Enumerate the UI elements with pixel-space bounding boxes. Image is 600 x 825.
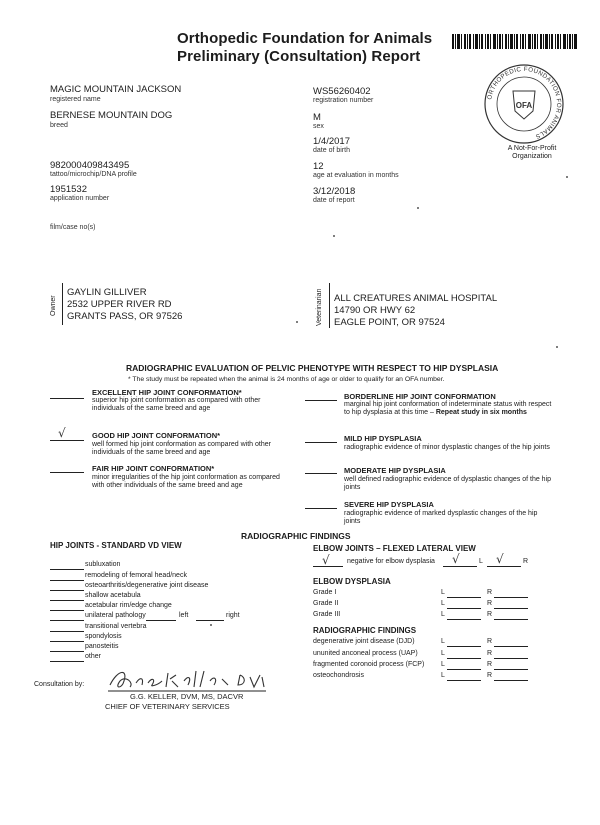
registered-name-label: registered name [50,96,101,103]
rf-heading: RADIOGRAPHIC FINDINGS [313,626,417,635]
hip-finding-label: panosteitis [85,643,119,650]
hip-finding-label: unilateral pathology [85,612,146,619]
rf-finding-left-label: L [441,638,445,645]
elbow-left-label: L [479,558,483,565]
application-label: application number [50,195,110,202]
elbow-grade-label: Grade III [313,611,341,618]
hip-finding-label: remodeling of femoral head/neck [85,572,187,579]
hip-finding-label: osteoarthritis/degenerative joint disease [85,582,209,589]
hip-finding-blank [50,600,84,601]
rf-finding-right-blank [494,658,528,659]
svg-text:ORTHOPEDIC FOUNDATION FOR ANIM: ORTHOPEDIC FOUNDATION FOR ANIMALS [486,65,563,140]
hip-finding-label: other [85,653,101,660]
application-value: 1951532 [50,184,87,195]
owner-city: GRANTS PASS, OR 97526 [67,311,183,322]
title-line-2: Preliminary (Consultation) Report [177,48,421,65]
unilateral-right-label: right [226,612,240,619]
microchip-value: 982000409843495 [50,160,130,171]
svg-text:OFA: OFA [515,101,533,110]
breed-value: BERNESE MOUNTAIN DOG [50,110,173,121]
elbow-right-check-icon: √ [496,552,504,566]
rf-finding-left-blank [447,646,481,647]
elbow-grade-left-label: L [441,611,445,618]
severe-title: SEVERE HIP DYSPLASIA [344,500,434,509]
eval-note: * The study must be repeated when the animal is 24 months of age or older to qualify for an OFA number. [128,376,445,383]
elbow-grade-right-blank [494,608,528,609]
severe-desc: radiographic evidence of marked dysplastic changes of the hip joints [344,510,538,525]
breed-label: breed [50,122,68,129]
title-line-1: Orthopedic Foundation for Animals [177,30,433,47]
vet-name: ALL CREATURES ANIMAL HOSPITAL [334,293,498,304]
elbow-right-label: R [523,558,529,565]
rf-finding-left-label: L [441,661,445,668]
report-date-label: date of report [313,197,355,204]
owner-address: 2532 UPPER RIVER RD [67,299,172,310]
seal-caption-1: A Not-For-Profit [507,145,557,152]
elbow-grade-right-label: R [487,600,493,607]
registration-label: registration number [313,97,374,104]
elbow-grade-left-blank [447,608,481,609]
borderline-title: BORDERLINE HIP JOINT CONFORMATION [344,392,496,401]
hip-finding-label: transitional vertebra [85,623,147,630]
rf-finding-right-blank [494,669,528,670]
rf-finding-right-blank [494,646,528,647]
vet-side-label: Veterinarian [316,288,323,326]
rf-finding-left-blank [447,680,481,681]
rf-finding-right-label: R [487,638,493,645]
moderate-title: MODERATE HIP DYSPLASIA [344,466,446,475]
elbow-grade-right-blank [494,619,528,620]
elbow-grade-right-label: R [487,611,493,618]
rf-finding-label: degenerative joint disease (DJD) [313,638,415,645]
borderline-desc: marginal hip joint conformation of indeterminate status with respect to hip dysplasia at this time – Repeat study in six months [344,401,552,416]
report-date-value: 3/12/2018 [313,186,356,197]
good-check-icon: √ [58,426,66,440]
rf-finding-left-label: L [441,650,445,657]
hip-finding-blank [50,641,84,642]
age-label: age at evaluation in months [313,172,399,179]
elbow-grade-left-blank [447,597,481,598]
elbow-grade-left-label: L [441,600,445,607]
rf-finding-label: osteochondrosis [313,672,364,679]
elbow-grade-left-label: L [441,589,445,596]
findings-heading: RADIOGRAPHIC FINDINGS [241,531,351,541]
handwritten-signature [100,663,270,695]
vet-address: 14790 OR HWY 62 [334,305,416,316]
barcode [452,34,578,49]
mild-title: MILD HIP DYSPLASIA [344,434,422,443]
elbow-left-check-icon: √ [452,552,460,566]
dob-value: 1/4/2017 [313,136,350,147]
rf-finding-left-blank [447,669,481,670]
elbow-heading: ELBOW JOINTS – FLEXED LATERAL VIEW [313,544,476,553]
signer-title: CHIEF OF VETERINARY SERVICES [105,702,230,711]
rf-finding-right-label: R [487,661,493,668]
hip-finding-blank [50,661,84,662]
excellent-desc: superior hip joint conformation as compared with other individuals of the same breed and age [92,397,261,412]
film-label: film/case no(s) [50,224,96,231]
mild-desc: radiographic evidence of minor dysplastic changes of the hip joints [344,444,550,451]
seal-caption-2: Organization [512,153,552,160]
rf-finding-label: fragmented coronoid process (FCP) [313,661,425,668]
elbow-negative-check-icon: √ [322,553,330,567]
age-value: 12 [313,161,324,172]
good-title: GOOD HIP JOINT CONFORMATION* [92,431,221,440]
moderate-desc: well defined radiographic evidence of dysplastic changes of the hip joints [344,476,552,491]
hip-heading: HIP JOINTS - STANDARD VD VIEW [50,541,182,550]
hip-finding-blank [50,631,84,632]
owner-name: GAYLIN GILLIVER [67,287,147,298]
dob-label: date of birth [313,147,350,154]
elbow-grade-right-label: R [487,589,493,596]
rf-finding-left-label: L [441,672,445,679]
rf-finding-right-label: R [487,650,493,657]
rf-finding-right-blank [494,680,528,681]
elbow-negative-label: negative for elbow dysplasia [347,558,435,565]
hip-finding-blank [50,651,84,652]
unilateral-left-label: left [179,612,189,619]
hip-finding-blank [50,590,84,591]
registered-name-value: MAGIC MOUNTAIN JACKSON [50,84,182,95]
elbow-grade-label: Grade II [313,600,339,607]
microchip-label: tattoo/microchip/DNA profile [50,171,137,178]
owner-side-label: Owner [50,295,57,316]
good-desc: well formed hip joint conformation as compared with other individuals of the same breed and age [92,441,271,456]
hip-finding-label: subluxation [85,561,121,568]
elbow-grade-label: Grade I [313,589,337,596]
sex-value: M [313,112,321,123]
ofa-seal-icon [483,63,565,145]
fair-desc: minor irregularities of the hip joint conformation as compared with other individuals of the same breed and age [92,474,280,489]
sex-label: sex [313,123,324,130]
elbow-grade-left-blank [447,619,481,620]
hip-finding-blank [50,580,84,581]
rf-finding-left-blank [447,658,481,659]
registration-value: WS56260402 [313,86,371,97]
hip-finding-blank [50,610,84,611]
eval-heading: RADIOGRAPHIC EVALUATION OF PELVIC PHENOTYPE WITH RESPECT TO HIP DYSPLASIA [126,363,499,373]
hip-finding-blank [50,569,84,570]
hip-finding-label: shallow acetabula [85,592,141,599]
elbow-dysplasia-heading: ELBOW DYSPLASIA [313,577,391,586]
excellent-title: EXCELLENT HIP JOINT CONFORMATION* [92,388,242,397]
consultation-by-label: Consultation by: [34,681,85,688]
rf-finding-label: ununited anconeal process (UAP) [313,650,418,657]
hip-finding-label: spondylosis [85,633,122,640]
elbow-grade-right-blank [494,597,528,598]
rf-finding-right-label: R [487,672,493,679]
vet-city: EAGLE POINT, OR 97524 [334,317,445,328]
fair-title: FAIR HIP JOINT CONFORMATION* [92,464,215,473]
hip-finding-label: acetabular rim/edge change [85,602,172,609]
hip-finding-blank [50,620,84,621]
signer-name: G.G. KELLER, DVM, MS, DACVR [130,692,244,701]
